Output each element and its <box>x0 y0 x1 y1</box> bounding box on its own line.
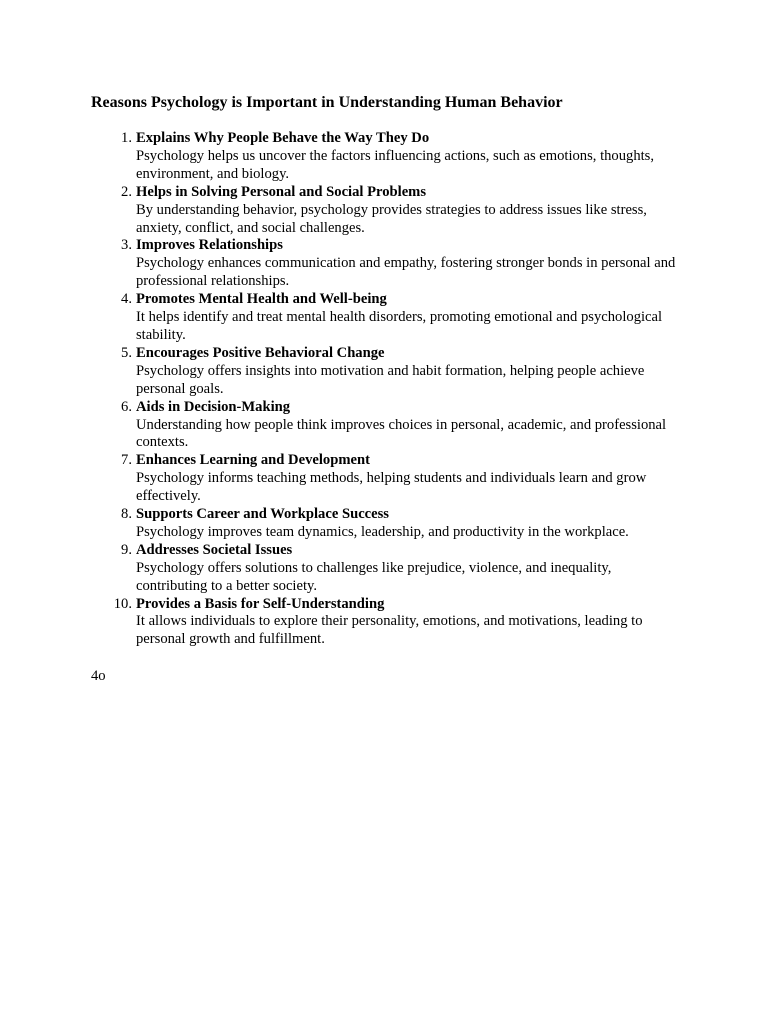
reason-number: 10. <box>113 595 132 612</box>
reason-heading: Encourages Positive Behavioral Change <box>136 344 385 361</box>
reason-item-10 <box>113 595 681 650</box>
reason-number: 6. <box>121 398 132 415</box>
reason-number: 9. <box>121 541 132 558</box>
reason-heading: Enhances Learning and Development <box>136 452 370 469</box>
reason-description: Psychology offers insights into motivation and habit formation, helping people achieve personal goals. <box>136 362 645 397</box>
reason-description: Psychology helps us uncover the factors influencing actions, such as emotions, thoughts, environment, and biology. <box>136 147 654 182</box>
reason-item-3 <box>121 237 681 291</box>
reason-heading: Improves Relationships <box>136 237 283 254</box>
reason-number: 2. <box>121 183 132 200</box>
reason-number: 7. <box>121 452 132 469</box>
reason-number: 8. <box>121 506 132 523</box>
reasons-list <box>113 130 681 649</box>
reason-description: It allows individuals to explore their personality, emotions, and motivations, leading to personal growth and fulfillment. <box>136 613 643 648</box>
reason-item-1 <box>121 130 681 184</box>
reason-description: Psychology improves team dynamics, leadership, and productivity in the workplace. <box>136 523 629 540</box>
reason-number: 5. <box>121 344 132 361</box>
reason-item-2 <box>121 183 681 238</box>
reason-description: Psychology informs teaching methods, helping students and individuals learn and grow effectively. <box>136 470 647 505</box>
reason-description: Psychology offers solutions to challenges like prejudice, violence, and inequality, contributing to a better society. <box>136 559 612 594</box>
reason-item-5 <box>121 344 681 399</box>
reason-heading: Promotes Mental Health and Well-being <box>136 291 387 308</box>
reason-item-7 <box>121 452 681 506</box>
reason-heading: Addresses Societal Issues <box>136 541 293 558</box>
reason-description: By understanding behavior, psychology provides strategies to address issues like stress, anxiety, conflict, and social challenges. <box>136 201 647 236</box>
reason-heading: Explains Why People Behave the Way They Do <box>136 130 430 146</box>
reason-item-4 <box>121 291 681 345</box>
footer-text: 4o <box>91 668 106 684</box>
reason-heading: Supports Career and Workplace Success <box>136 506 389 523</box>
document-title: Reasons Psychology is Important in Understanding Human Behavior <box>91 94 563 111</box>
reason-item-6 <box>121 398 681 453</box>
reason-heading: Provides a Basis for Self-Understanding <box>136 595 385 612</box>
reason-description: Psychology enhances communication and empathy, fostering stronger bonds in personal and professional relationships. <box>136 255 676 290</box>
reason-number: 4. <box>121 291 132 308</box>
reason-item-8 <box>121 506 681 542</box>
reason-heading: Aids in Decision-Making <box>136 398 291 415</box>
reason-description: It helps identify and treat mental health disorders, promoting emotional and psychological stability. <box>136 309 663 343</box>
reason-description: Understanding how people think improves choices in personal, academic, and professional contexts. <box>136 416 667 451</box>
reason-item-9 <box>121 541 681 596</box>
reason-number: 1. <box>121 130 132 146</box>
reason-heading: Helps in Solving Personal and Social Problems <box>136 183 427 200</box>
reason-number: 3. <box>121 237 132 254</box>
